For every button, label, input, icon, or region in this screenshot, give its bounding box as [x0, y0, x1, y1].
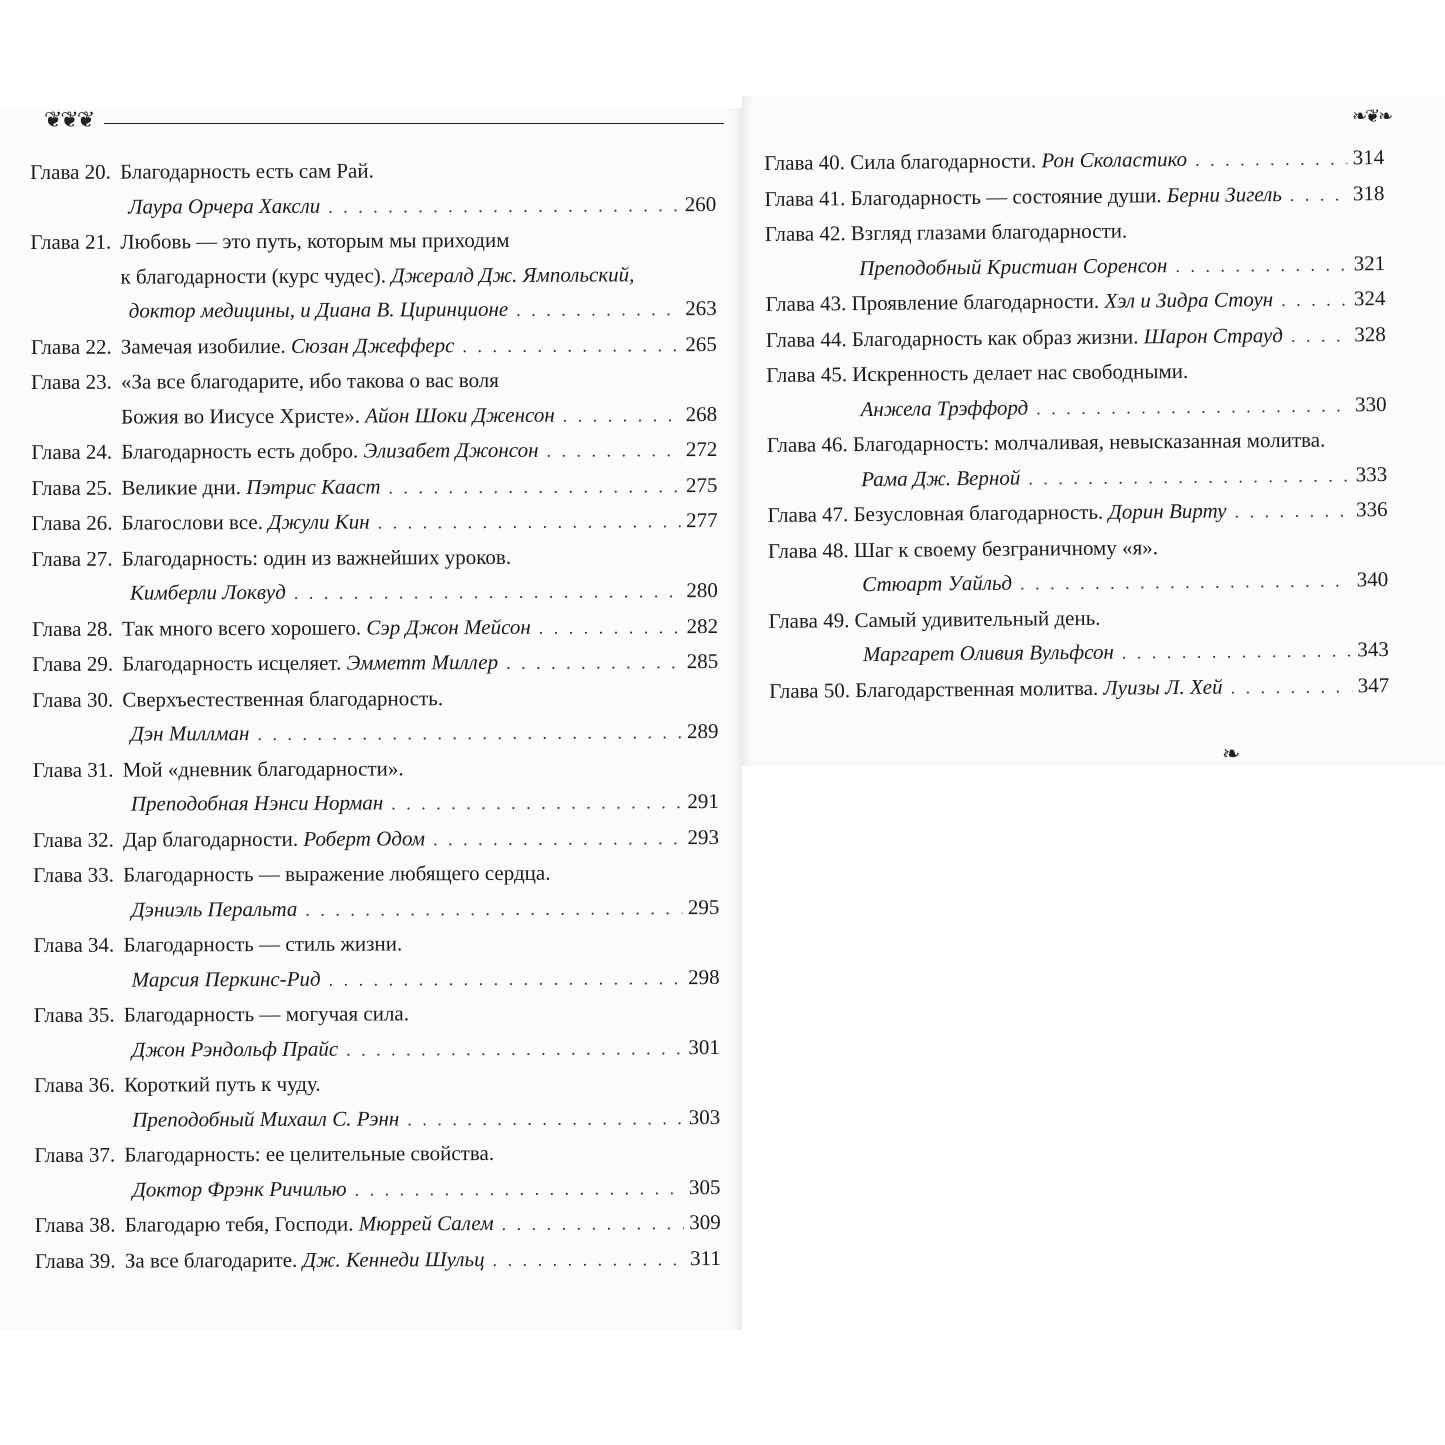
toc-entry	[765, 281, 1385, 322]
dot-leader	[294, 574, 681, 610]
toc-entry	[31, 327, 717, 365]
toc-entry	[30, 222, 716, 329]
dot-leader	[539, 610, 681, 645]
chapter-body	[120, 222, 716, 329]
page-number: 285	[686, 649, 719, 674]
dot-leader	[502, 1206, 684, 1241]
toc-entry	[768, 598, 1389, 674]
page-number: 295	[687, 894, 720, 919]
page-number: 275	[685, 472, 718, 497]
entry-line	[121, 362, 717, 399]
chapter-body	[122, 609, 718, 647]
header-rule	[104, 123, 724, 124]
chapter-body	[855, 668, 1389, 709]
dot-leader	[1230, 669, 1351, 705]
chapter-author: Лаура Орчера Хаксли	[128, 193, 321, 219]
chapter-body	[121, 468, 717, 506]
chapter-title: Благодарность — выражение любящего сердца.	[123, 860, 551, 887]
chapter-author: Шарон Страуд	[1143, 322, 1283, 348]
entry-line	[850, 176, 1384, 217]
dot-leader	[1020, 563, 1351, 601]
page-number: 328	[1354, 321, 1386, 346]
page-number: 321	[1353, 250, 1386, 275]
chapter-author: Берни Зигель	[1166, 181, 1282, 207]
toc-entry	[32, 539, 718, 612]
page-number: 333	[1355, 461, 1388, 486]
dot-leader	[1122, 633, 1352, 670]
page-number: 343	[1357, 637, 1389, 662]
chapter-body	[123, 925, 719, 998]
dot-leader	[433, 821, 682, 857]
page-number: 263	[685, 296, 717, 321]
chapter-body	[125, 1240, 721, 1278]
chapter-title: Благодарность исцеляет.	[122, 650, 347, 676]
chapter-author: Доктор Фрэнк Ричилью	[132, 1176, 347, 1202]
entry-line	[850, 140, 1384, 181]
chapter-body	[121, 327, 717, 365]
dot-leader	[506, 645, 681, 680]
toc-entry	[34, 995, 720, 1068]
chapter-title: Благодарственная молитва.	[855, 675, 1104, 702]
toc-entry	[766, 317, 1386, 358]
chapter-title: Мой «дневник благодарности».	[122, 755, 404, 782]
toc-entry	[767, 422, 1388, 498]
chapter-title: Благослови все.	[121, 509, 269, 535]
chapter-number: Глава 36.	[34, 1072, 115, 1097]
page-number: 340	[1356, 567, 1389, 592]
entry-line	[125, 1205, 721, 1243]
toc-entry	[35, 1240, 721, 1278]
dot-leader	[328, 188, 679, 224]
entry-line	[124, 1169, 720, 1207]
dot-leader	[1290, 177, 1347, 212]
chapter-body	[854, 598, 1389, 673]
entry-line	[120, 257, 716, 294]
entry-line	[852, 317, 1386, 358]
chapter-author: Роберт Одом	[303, 825, 426, 851]
toc-entry	[32, 644, 718, 682]
chapter-title: Благодарность как образ жизни.	[851, 323, 1144, 351]
chapter-number: Глава 39.	[34, 1248, 116, 1273]
chapter-title: Самый удивительный день.	[854, 605, 1101, 632]
entry-line	[123, 750, 719, 787]
chapter-body	[853, 422, 1388, 497]
chapter-title: Сила благодарности.	[850, 148, 1042, 175]
chapter-number: Глава 37.	[34, 1142, 116, 1167]
chapter-number: Глава 42.	[764, 221, 846, 246]
page-number: 330	[1354, 391, 1387, 416]
chapter-author: Дэниэль Перальта	[131, 896, 298, 922]
entry-line	[852, 352, 1386, 392]
chapter-body	[123, 750, 719, 823]
entry-line	[855, 632, 1389, 673]
chapter-number: Глава 41.	[764, 185, 846, 211]
entry-line	[122, 573, 718, 611]
entry-line	[121, 432, 717, 470]
chapter-number: Глава 27.	[31, 546, 113, 571]
chapter-body	[122, 503, 718, 541]
toc-entry	[30, 152, 716, 225]
page-number: 282	[686, 613, 719, 638]
chapter-body	[852, 317, 1386, 358]
toc-entry	[34, 1135, 720, 1208]
toc-entry	[31, 362, 717, 435]
chapter-number: Глава 26.	[31, 510, 113, 535]
chapter-body	[120, 152, 716, 225]
page-number: 265	[685, 331, 717, 356]
toc-entry	[764, 176, 1384, 217]
chapter-author: Анжела Трэффорд	[860, 394, 1029, 421]
toc-entry	[33, 925, 719, 998]
chapter-title: Так много всего хорошего.	[122, 615, 367, 641]
chapter-body	[123, 820, 719, 858]
chapter-body	[853, 492, 1387, 533]
chapter-author: Джули Кин	[268, 509, 370, 534]
chapter-number: Глава 30.	[32, 687, 114, 712]
dot-leader	[388, 469, 680, 505]
chapter-title: Благодарность — могучая сила.	[123, 1001, 410, 1027]
chapter-title: Благодарность есть добро.	[121, 438, 364, 464]
chapter-title: Благодарность: ее целительные свойства.	[124, 1140, 495, 1167]
page-number: 268	[685, 401, 718, 426]
entry-line	[124, 1099, 720, 1137]
chapter-title: Великие дни.	[121, 474, 247, 500]
table-of-contents-left	[30, 152, 721, 1279]
chapter-title: Проявление благодарности.	[851, 288, 1105, 316]
chapter-number: Глава 24.	[31, 439, 113, 464]
page-number: 277	[686, 508, 718, 533]
chapter-number: Глава 40.	[764, 150, 846, 175]
dot-leader	[407, 1101, 683, 1137]
chapter-number: Глава 33.	[33, 862, 115, 887]
entry-line	[122, 609, 718, 647]
page-number: 336	[1355, 497, 1388, 522]
entry-line	[851, 281, 1385, 322]
chapter-body	[121, 362, 717, 435]
entry-line	[855, 668, 1389, 709]
chapter-number: Глава 50.	[769, 677, 851, 703]
toc-entry	[767, 492, 1387, 533]
chapter-title: Благодарю тебя, Господи.	[124, 1211, 359, 1237]
entry-line	[123, 925, 719, 962]
chapter-title: Любовь — это путь, которым мы приходим	[120, 227, 510, 254]
entry-line	[124, 959, 720, 997]
end-ornament-icon: ❧	[1222, 742, 1239, 767]
chapter-title: Благодарность есть сам Рай.	[120, 158, 374, 184]
dot-leader	[462, 328, 679, 363]
chapter-number: Глава 45.	[766, 362, 848, 387]
toc-entry	[32, 503, 718, 541]
chapter-title: «За все благодарите, ибо такова о вас воля	[120, 367, 499, 394]
dot-leader	[1195, 141, 1347, 177]
dot-leader	[546, 433, 679, 468]
chapter-number: Глава 34.	[33, 932, 115, 957]
chapter-author: Рон Сколастико	[1041, 146, 1188, 173]
chapter-author: Джон Рэндольф Прайс	[131, 1036, 339, 1062]
chapter-title: Безусловная благодарность.	[853, 499, 1109, 527]
entry-line	[852, 387, 1386, 428]
entry-line	[854, 562, 1388, 603]
entry-line	[124, 1065, 720, 1102]
entry-line	[851, 211, 1385, 251]
chapter-author: Преподобный Михаил С. Рэнн	[132, 1105, 400, 1132]
entry-line	[123, 820, 719, 858]
page-number: 272	[685, 437, 718, 462]
chapter-body	[851, 211, 1386, 286]
page-number: 324	[1353, 286, 1386, 311]
chapter-number: Глава 49.	[768, 607, 850, 633]
chapter-author: Дэн Миллман	[130, 721, 250, 746]
page-number: 291	[687, 789, 719, 814]
dot-leader	[516, 292, 679, 327]
chapter-body	[850, 140, 1384, 181]
entry-line	[122, 680, 718, 717]
chapter-title: За все благодарите.	[124, 1247, 303, 1273]
chapter-number: Глава 48.	[767, 537, 849, 563]
chapter-author: Айон Шоки Дженсон	[365, 402, 555, 428]
header-ornament-left-icon: ❦❦❦	[44, 108, 94, 133]
dot-leader	[257, 715, 681, 751]
toc-entry	[31, 468, 717, 506]
dot-leader	[1028, 458, 1350, 496]
chapter-body	[124, 1135, 720, 1208]
chapter-body	[125, 1205, 721, 1243]
entry-line	[122, 644, 718, 682]
chapter-body	[122, 539, 718, 612]
chapter-author: Джералд Дж. Ямпольский,	[391, 261, 635, 287]
chapter-body	[123, 855, 719, 928]
chapter-title: Божия во Иисусе Христе».	[121, 403, 366, 429]
chapter-title: Искренность делает нас свободными.	[852, 358, 1189, 387]
entry-line	[121, 468, 717, 506]
dot-leader	[1291, 318, 1349, 353]
chapter-author: Стюарт Уайльд	[862, 570, 1013, 597]
chapter-number: Глава 46.	[766, 432, 848, 457]
header-ornament-right-icon: ❧❦❧	[1352, 106, 1392, 127]
toc-entry	[34, 1065, 720, 1138]
chapter-author: Маргарет Оливия Вульфсон	[862, 639, 1114, 667]
page-number: 289	[686, 719, 719, 744]
entry-line	[120, 187, 716, 225]
entry-line	[122, 539, 718, 576]
entry-line	[854, 598, 1388, 638]
chapter-number: Глава 22.	[30, 334, 112, 359]
chapter-author: Мюррей Салем	[358, 1210, 494, 1236]
chapter-number: Глава 43.	[765, 291, 847, 316]
chapter-title: Взгляд глазами благодарности.	[850, 218, 1128, 246]
chapter-title: Дар благодарности.	[122, 826, 304, 852]
chapter-author: Рама Дж. Верной	[861, 465, 1021, 491]
chapter-title: Короткий путь к чуду.	[124, 1071, 321, 1097]
chapter-body	[121, 432, 717, 470]
entry-line	[120, 152, 716, 189]
entry-line	[122, 714, 718, 752]
chapter-body	[122, 644, 718, 682]
entry-line	[124, 1135, 720, 1172]
toc-entry	[32, 680, 718, 753]
chapter-body	[851, 281, 1385, 322]
dot-leader	[1036, 388, 1349, 426]
toc-entry	[32, 609, 718, 647]
chapter-number: Глава 32.	[32, 827, 114, 852]
chapter-title: Благодарность: молчаливая, невысказанная молитва.	[852, 427, 1326, 457]
toc-entry	[768, 528, 1389, 604]
chapter-title: Благодарность — стиль жизни.	[123, 931, 403, 957]
chapter-author: Преподобный Кристиан Соренсон	[859, 252, 1168, 280]
entry-line	[853, 457, 1387, 498]
dot-leader	[378, 504, 681, 540]
toc-entry	[764, 140, 1384, 181]
dot-leader	[563, 398, 680, 433]
chapter-body	[122, 680, 718, 753]
page-number: 301	[688, 1034, 720, 1059]
chapter-body	[854, 528, 1389, 603]
page-number: 305	[688, 1174, 721, 1199]
toc-entry	[35, 1205, 721, 1243]
entry-line	[122, 503, 718, 541]
dot-leader	[355, 1171, 684, 1207]
entry-line	[853, 492, 1387, 533]
toc-entry	[765, 211, 1386, 287]
dot-leader	[329, 961, 683, 997]
toc-entry	[766, 352, 1387, 428]
chapter-title: Шаг к своему безграничному «я».	[853, 534, 1159, 562]
chapter-author: Элизабет Джонсон	[363, 437, 539, 463]
page-number: 311	[690, 1245, 721, 1270]
entry-line	[121, 291, 717, 329]
chapter-number: Глава 35.	[33, 1002, 115, 1027]
chapter-title: к благодарности (курс чудес).	[120, 262, 392, 289]
chapter-author: Сэр Джон Мейсон	[366, 614, 531, 640]
dot-leader	[1175, 247, 1348, 283]
dot-leader	[1234, 493, 1350, 529]
dot-leader	[1281, 282, 1348, 317]
entry-line	[853, 422, 1387, 462]
chapter-body	[124, 995, 720, 1068]
entry-line	[120, 222, 716, 259]
chapter-title: Замечая изобилие.	[120, 333, 291, 359]
table-of-contents-right	[764, 140, 1389, 709]
page-number: 293	[687, 824, 720, 849]
toc-entry	[769, 668, 1389, 709]
page-number: 280	[686, 578, 718, 603]
chapter-title: Сверхъестественная благодарность.	[122, 685, 444, 712]
dot-leader	[493, 1242, 685, 1277]
chapter-number: Глава 28.	[32, 616, 113, 641]
entry-line	[123, 784, 719, 822]
page-number: 314	[1352, 145, 1385, 170]
page-number: 347	[1357, 672, 1390, 697]
chapter-body	[124, 1065, 720, 1138]
chapter-author: Пэтрис Кааст	[246, 473, 381, 499]
page-number: 309	[689, 1209, 721, 1235]
chapter-number: Глава 29.	[32, 651, 114, 676]
chapter-body	[850, 176, 1384, 217]
chapter-author: Хэл и Зидра Стоун	[1104, 287, 1274, 313]
chapter-author: Дж. Кеннеди Шульц	[302, 1246, 485, 1272]
chapter-author: Преподобная Нэнси Норман	[130, 790, 384, 816]
toc-entry	[33, 750, 719, 823]
toc-entry	[31, 432, 717, 470]
entry-line	[851, 246, 1385, 287]
chapter-number: Глава 44.	[765, 326, 847, 352]
page-number: 303	[688, 1104, 721, 1129]
chapter-number: Глава 21.	[30, 229, 112, 254]
chapter-number: Глава 25.	[31, 475, 113, 500]
chapter-body	[852, 352, 1387, 427]
page-number: 318	[1352, 180, 1385, 205]
chapter-author: Луизы Л. Хей	[1103, 674, 1223, 700]
chapter-number: Глава 31.	[32, 757, 114, 782]
chapter-number: Глава 38.	[34, 1212, 116, 1237]
toc-entry	[33, 820, 719, 858]
page-number: 298	[688, 964, 720, 989]
chapter-author: Марсия Перкинс-Рид	[131, 966, 321, 992]
entry-line	[123, 889, 719, 927]
chapter-author: Эмметт Миллер	[346, 649, 499, 675]
chapter-title: Благодарность: один из важнейших уроков.	[121, 544, 512, 571]
chapter-author: Дорин Вирту	[1108, 498, 1227, 524]
dot-leader	[346, 1031, 682, 1067]
entry-line	[121, 397, 717, 435]
chapter-number: Глава 23.	[30, 369, 112, 394]
entry-line	[123, 855, 719, 892]
toc-entry	[33, 855, 719, 928]
dot-leader	[391, 785, 681, 821]
dot-leader	[305, 891, 682, 927]
entry-line	[124, 1029, 720, 1067]
chapter-author: доктор медицины, и Диана В. Циринционе	[128, 296, 509, 323]
page-number: 260	[684, 191, 717, 216]
chapter-title: Благодарность — состояние души.	[850, 182, 1167, 210]
chapter-number: Глава 47.	[767, 502, 849, 527]
entry-line	[124, 995, 720, 1032]
chapter-author: Сюзан Джефферс	[290, 332, 455, 358]
chapter-number: Глава 20.	[30, 159, 111, 184]
entry-line	[125, 1240, 721, 1278]
chapter-author: Кимберли Локвуд	[129, 579, 286, 605]
entry-line	[854, 528, 1388, 568]
entry-line	[121, 327, 717, 365]
